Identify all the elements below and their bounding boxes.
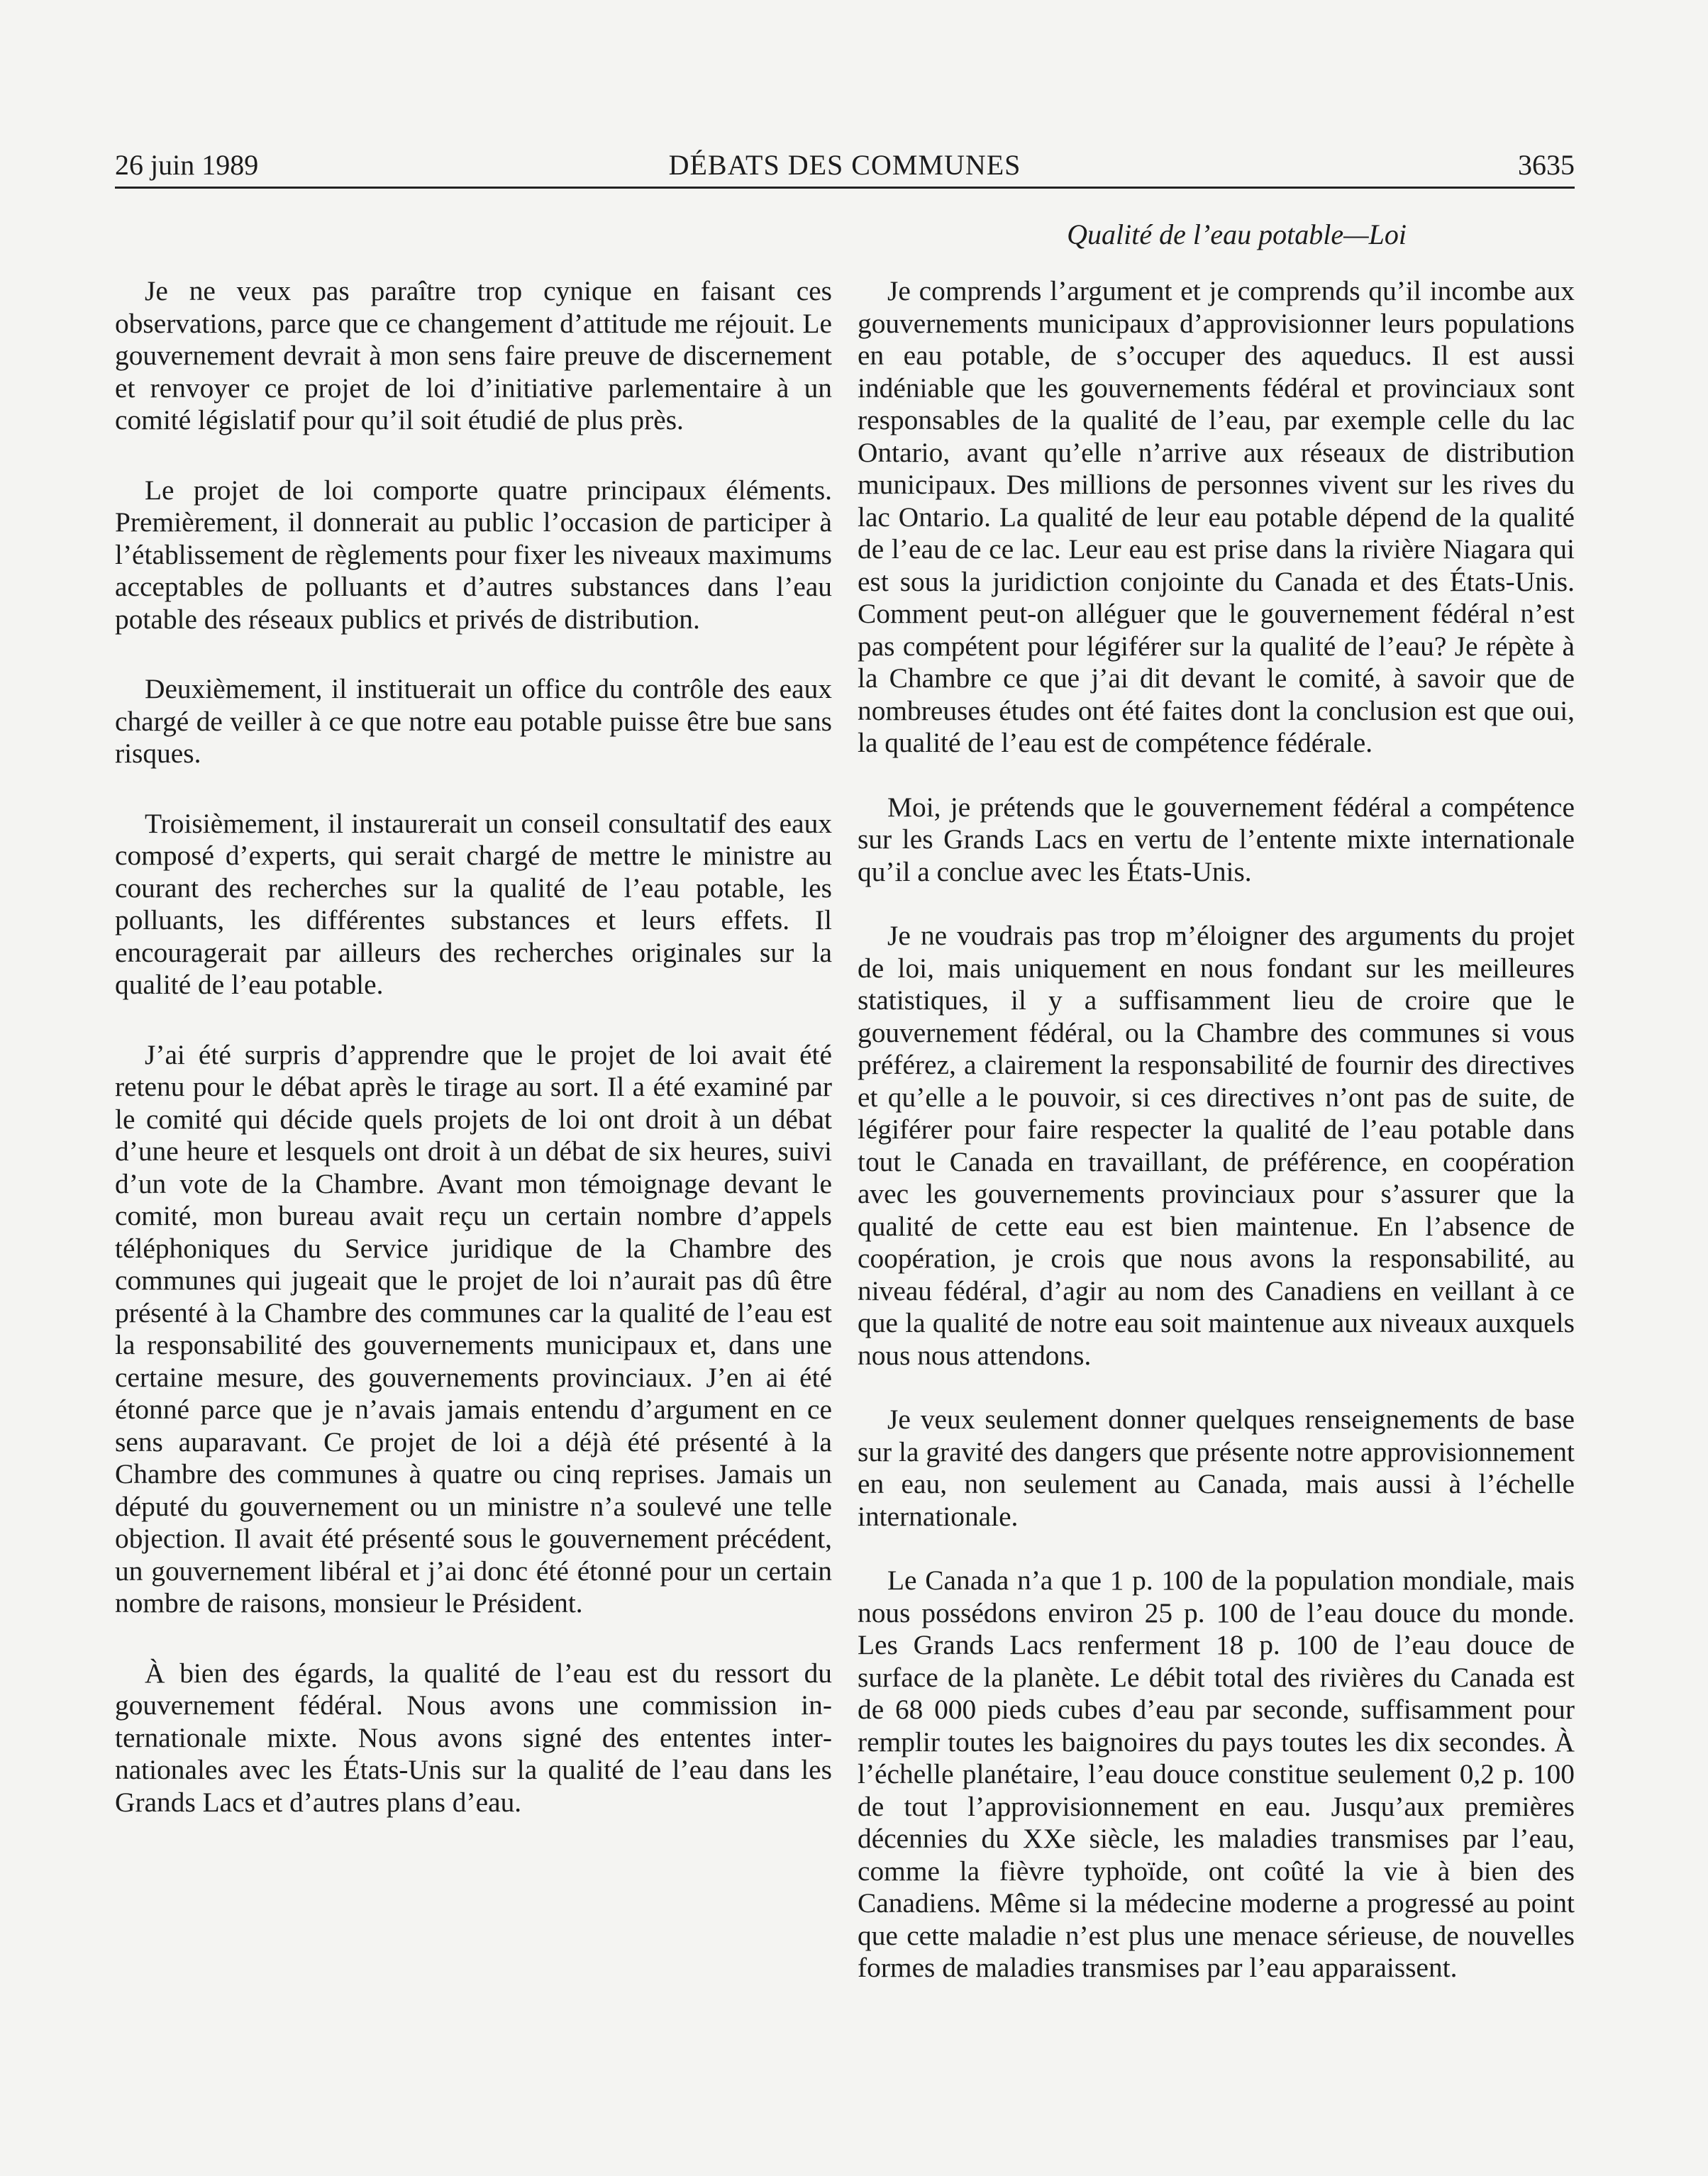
header-page-number: 3635 (1518, 149, 1575, 181)
paragraph: Deuxièmement, il instituerait un office du contrôle des eaux chargé de veiller à ce que notre eau potable puisse être bue sans risques. (115, 673, 832, 769)
paragraph: À bien des égards, la qualité de l’eau est du ressort du gouvernement fédéral. Nous avons une commission internationale mixte. Nous avons signé des ententes internationales avec les États-Unis sur la qualité de l’eau dans les Grands Lacs et d’autres plans d’eau. (115, 1657, 832, 1818)
header-rule (115, 187, 1575, 189)
header-title: DÉBATS DES COMMUNES (668, 149, 1021, 181)
paragraph: Troisièmement, il instaurerait un conseil consultatif des eaux composé d’experts, qui serait chargé de mettre le ministre au courant des recherches sur la qualité de l’eau potable, les polluants, les différentes substances et leurs effets. Il encouragerait par ailleurs des recherches originales sur la qualité de l’eau potable. (115, 807, 832, 1000)
paragraph: Moi, je prétends que le gouvernement fédéral a compétence sur les Grands Lacs en vertu de l’entente mixte internationale qu’il a conclue avec les États-Unis. (858, 791, 1575, 887)
section-heading: Qualité de l’eau potable—Loi (1067, 218, 1407, 250)
paragraph: Je ne veux pas paraître trop cynique en faisant ces observations, parce que ce changement d’attitude me réjouit. Le gouvernement devrait à mon sens faire preuve de discernement et renvoyer ce projet de loi d’initiative parlementaire à un comité législatif pour qu’il soit étudié de plus près. (115, 275, 832, 435)
paragraph: Le Canada n’a que 1 p. 100 de la population mondiale, mais nous possédons environ 25 p. 100 de l’eau douce du monde. Les Grands Lacs renferment 18 p. 100 de l’eau douce de surface de la planète. Le débit total des rivières du Canada est de 68 000 pieds cubes d’eau par seconde, suffisamment pour remplir toutes les baignoires du pays toutes les dix secondes. À l’échelle planétaire, l’eau douce constitue seulement 0,2 p. 100 de tout l’approvisionnement en eau. Jusqu’aux premières décennies du XXe siècle, les maladies transmises par l’eau, comme la fièvre typhoïde, ont coûté la vie à bien des Canadiens. Même si la médecine moderne a progressé au point que cette maladie n’est plus une menace sérieuse, de nouvelles formes de maladies transmises par l’eau apparaissent. (858, 1565, 1575, 1983)
paragraph: J’ai été surpris d’apprendre que le projet de loi avait été retenu pour le débat après le tirage au sort. Il a été examiné par le comité qui décide quels projets de loi ont droit à un débat d’une heure et lesquels ont droit à un débat de six heures, suivi d’un vote de la Chambre. Avant mon témoignage devant le comité, mon bureau avait reçu un certain nombre d’appels téléphoniques du Service juridique de la Chambre des communes qui jugeait que le projet de loi n’aurait pas dû être présenté à la Chambre des communes car la qualité de l’eau est la responsabilité des gouvernements municipaux et, dans une certaine mesure, des gouvernements provinciaux. J’en ai été étonné parce que je n’avais jamais entendu d’argument en ce sens auparavant. Ce projet de loi a déjà été présenté à la Chambre des communes à quatre ou cinq reprises. Jamais un député du gouvernement ou un ministre n’a soulevé une telle objection. Il avait été présenté sous le gouvernement précédent, un gouvernement libéral et j’ai donc été étonné pour un certain nombre de raisons, monsieur le Président. (115, 1038, 832, 1619)
right-column (858, 275, 1575, 2016)
paragraph: Je ne voudrais pas trop m’éloigner des arguments du projet de loi, mais uniquement en nous fondant sur les meilleures statistiques, il y a suffisamment lieu de croire que le gouvernement fédéral, ou la Chambre des communes si vous préférez, a clairement la responsabilité de fournir des directives et qu’elle a le pouvoir, si ces directives n’ont pas de suite, de légiférer pour faire respecter la qualité de l’eau potable dans tout le Canada en travaillant, de préférence, en coopération avec les gouvernements provinciaux pour s’assurer que la qualité de cette eau est bien maintenue. En l’absence de coopération, je crois que nous avons la responsabilité, au niveau fédéral, d’agir au nom des Canadiens en veillant à ce que la qualité de notre eau soit maintenue aux niveaux auxquels nous nous attendons. (858, 920, 1575, 1371)
paragraph: Je veux seulement donner quelques renseignements de base sur la gravité des dangers que présente notre approvisionnement en eau, non seulement au Canada, mais aussi à l’échelle internationale. (858, 1404, 1575, 1532)
running-header (115, 145, 1575, 185)
paragraph: Le projet de loi comporte quatre principaux éléments. Premièrement, il donnerait au public l’occasion de participer à l’établissement de règlements pour fixer les niveaux maximums acceptables de polluants et d’autres substances dans l’eau potable des réseaux publics et privés de distribution. (115, 474, 832, 635)
header-date: 26 juin 1989 (115, 149, 259, 181)
left-column (115, 275, 832, 1856)
paragraph: Je comprends l’argument et je comprends qu’il incombe aux gouvernements municipaux d’approvisionner leurs populations en eau potable, de s’occuper des aqueducs. Il est aussi indéniable que les gouvernements fédéral et provinciaux sont responsables de la qualité de l’eau, par exemple celle du lac Ontario, avant qu’elle n’arrive aux réseaux de distribution municipaux. Des millions de personnes vivent sur les rives du lac Ontario. La qualité de leur eau potable dépend de la qualité de l’eau de ce lac. Leur eau est prise dans la rivière Niagara qui est sous la juridiction conjointe du Canada et des États-Unis. Comment peut-on alléguer que le gouvernement fédéral n’est pas compétent pour légiférer sur la qualité de l’eau? Je répète à la Chambre ce que j’ai dit devant le comité, à savoir que de nombreuses études ont été faites dont la conclusion est que oui, la qualité de l’eau est de compétence fédérale. (858, 275, 1575, 758)
